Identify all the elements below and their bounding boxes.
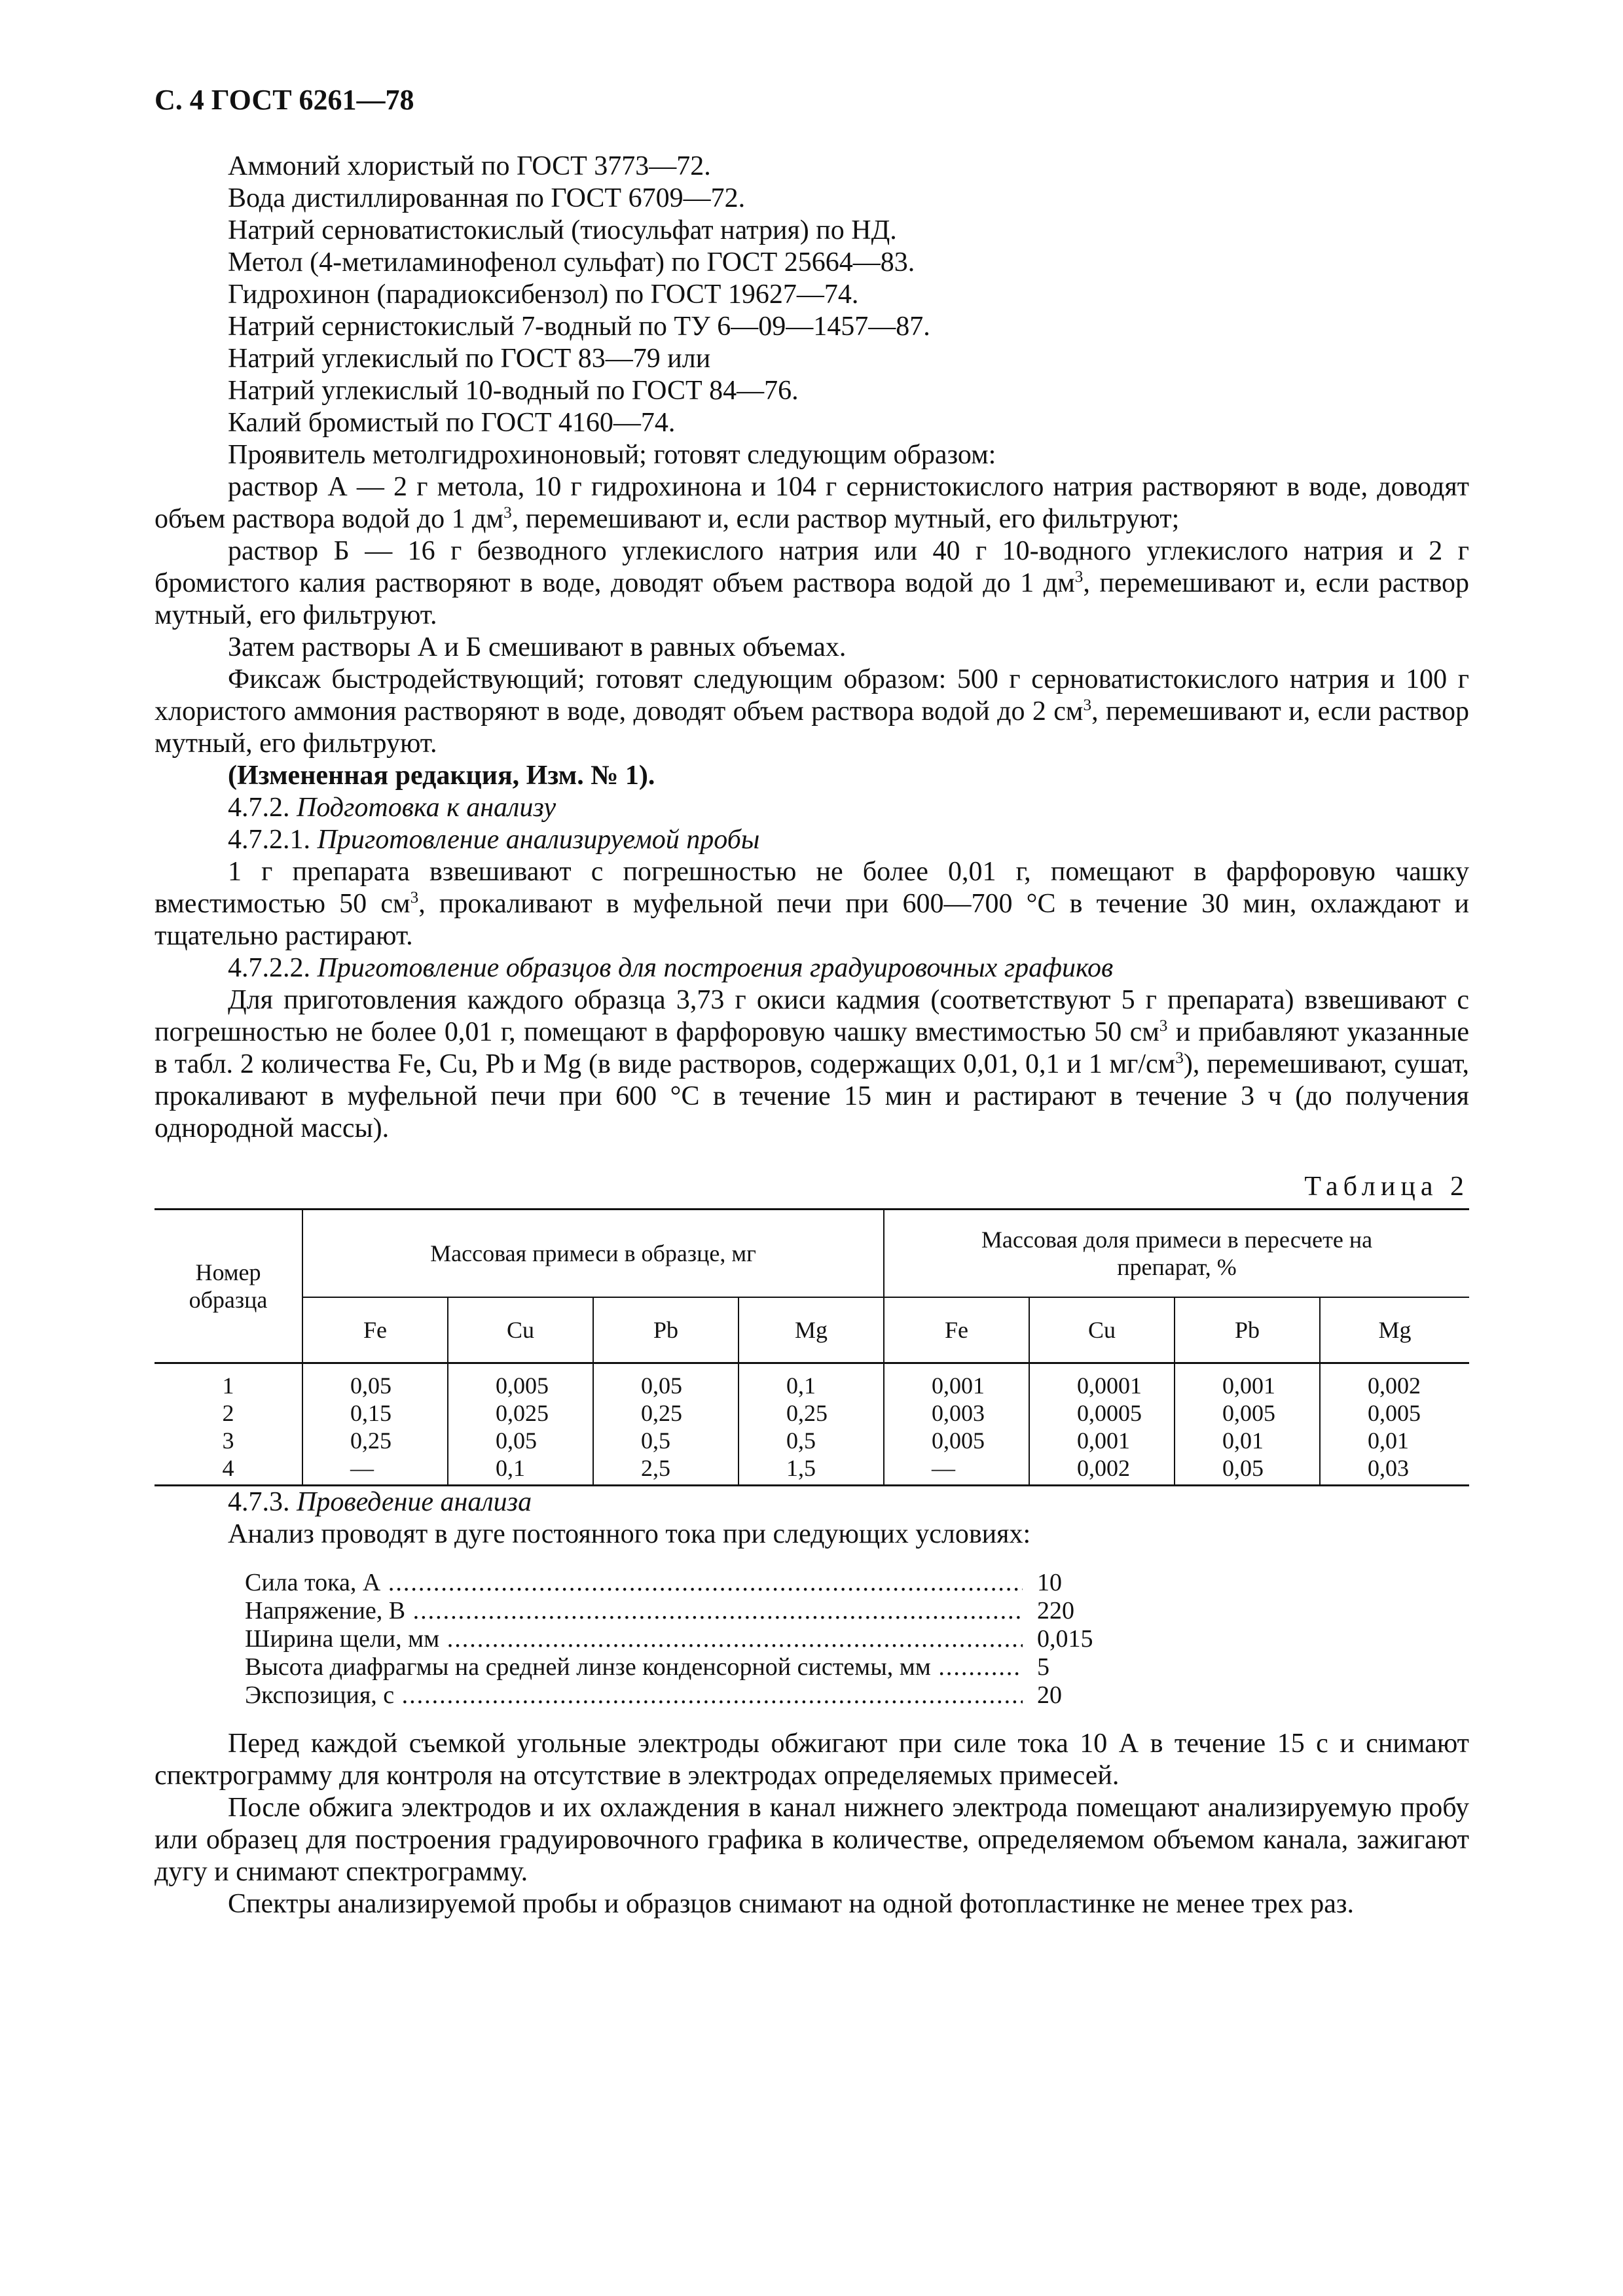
parameter-label: Напряжение, В ..... <box>245 1597 1023 1625</box>
table-cell: 0,001 <box>1222 1372 1275 1399</box>
parameter-value: 10 <box>1037 1569 1062 1596</box>
table-cell: 0,003 <box>932 1400 985 1426</box>
section-number: 4.7.2. <box>228 793 297 823</box>
table-cell: 0,01 <box>1368 1427 1409 1454</box>
parameter-row <box>245 1569 1207 1597</box>
table-cell: 0,5 <box>786 1427 816 1454</box>
fe-mass-cell <box>302 1363 448 1486</box>
fixer-paragraph <box>155 664 1469 760</box>
calibration-text: Для приготовления каждого образца 3,73 г окиси кадмия (соответствуют 5 г препарата) взвешивают с погрешностью не более 0,01 г, помещают в фарфоровую чашку вместимостью 50 см <box>155 985 1469 1047</box>
col-header-element: Mg <box>739 1297 884 1363</box>
superscript: 3 <box>1083 696 1092 714</box>
analysis-intro: Анализ проводят в дуге постоянного тока при следующих условиях: <box>228 1519 1031 1549</box>
sample-prep-text-end: , прокаливают в муфельной печи при 600—700 °С в течение 30 мин, охлаждают и тщательно растирают. <box>155 889 1469 951</box>
table-cell: 1 <box>222 1372 234 1399</box>
table-cell: 0,005 <box>1368 1400 1421 1426</box>
sample-prep-paragraph <box>155 856 1469 952</box>
table-cell: 4 <box>222 1455 234 1481</box>
col-header-element: Mg <box>1320 1297 1469 1363</box>
amendment-note: (Измененная редакция, Изм. № 1). <box>228 761 655 791</box>
parameter-value: 5 <box>1037 1653 1049 1681</box>
parameter-row <box>245 1625 1207 1653</box>
after-burn-paragraph: После обжига электродов и их охлаждения в канал нижнего электрода помещают анализируемую пробу или образец для построения градуировочного графика в количестве, определяемом объемом канала, зажигают дугу и снимают спектрограмму. <box>155 1793 1469 1887</box>
superscript: 3 <box>410 889 419 906</box>
table-cell: 1,5 <box>786 1455 816 1481</box>
table-cell: 0,025 <box>496 1400 549 1426</box>
section-number: 4.7.3. <box>228 1487 297 1517</box>
section-title: Приготовление образцов для построения градуировочных графиков <box>317 953 1114 983</box>
cu-mass-cell <box>448 1363 593 1486</box>
superscript: 3 <box>1074 568 1084 586</box>
group-header-fraction: Массовая доля примеси в пересчете на препарат, % <box>884 1210 1469 1298</box>
table-cell: 0,0001 <box>1077 1372 1142 1399</box>
table-cell: 0,1 <box>496 1455 525 1481</box>
sample-number-cell <box>155 1363 302 1486</box>
reagent-item: Метол (4-метиламинофенол сульфат) по ГОСТ 25664—83. <box>228 247 915 278</box>
mg-fraction-cell <box>1320 1363 1469 1486</box>
parameter-label: Экспозиция, с ..... <box>245 1681 1023 1710</box>
parameter-value: 220 <box>1037 1597 1074 1624</box>
section-number: 4.7.2.1. <box>228 825 318 855</box>
col-header-element: Cu <box>1029 1297 1175 1363</box>
table-cell: 0,15 <box>350 1400 392 1426</box>
fixer-text: Фиксаж быстродействующий; готовят следующим образом: 500 г серноватистокислого натрия и 100 г хлористого аммония растворяют в воде, доводят объем раствора водой до 2 см <box>155 664 1469 726</box>
electrode-burn-paragraph: Перед каждой съемкой угольные электроды обжигают при силе тока 10 А в течение 15 с и снимают спектрограмму для контроля на отсутствие в электродах определяемых примесей. <box>155 1729 1469 1791</box>
solution-a-text: раствор А — 2 г метола, 10 г гидрохинона и 104 г сернистокислого натрия растворяют в воде, доводят объем раствора водой до 1 дм <box>155 472 1469 534</box>
reagent-item: Натрий углекислый по ГОСТ 83—79 или <box>228 344 711 374</box>
table-cell: 0,25 <box>641 1400 682 1426</box>
mg-mass-cell <box>739 1363 884 1486</box>
solution-b-text: раствор Б — 16 г безводного углекислого натрия или 40 г 10-водного углекислого натрия и 2 г бромистого калия растворяют в воде, доводят объем раствора водой до 1 дм <box>155 536 1469 598</box>
section-heading-4-7-2-1 <box>155 824 1469 856</box>
reagent-item: Натрий сернистокислый 7-водный по ТУ 6—09—1457—87. <box>228 312 930 342</box>
table-cell: 0,03 <box>1368 1455 1409 1481</box>
section-heading-4-7-3 <box>155 1486 1469 1518</box>
table-cell: — <box>350 1455 374 1481</box>
section-title: Приготовление анализируемой пробы <box>317 825 760 855</box>
solution-a-text-end: , перемешивают и, если раствор мутный, его фильтруют; <box>511 504 1180 534</box>
table-cell: 0,1 <box>786 1372 816 1399</box>
table-cell: 0,5 <box>641 1427 670 1454</box>
solution-b-paragraph <box>155 535 1469 632</box>
page-header: С. 4 ГОСТ 6261—78 <box>155 84 414 116</box>
parameter-label: Высота диафрагмы на средней линзе конденсорной системы, мм ..... <box>245 1653 1023 1681</box>
parameter-row <box>245 1681 1207 1710</box>
calibration-text-end: ), перемешивают, сушат, прокаливают в муфельной печи при 600 °С в течение 15 мин и растирают в течение 3 ч (до получения однородной массы). <box>155 1049 1470 1143</box>
table-cell: 2 <box>222 1400 234 1426</box>
mix-paragraph: Затем растворы А и Б смешивают в равных объемах. <box>228 632 847 662</box>
calibration-text-mid: и прибавляют указанные в табл. 2 количества Fe, Cu, Pb и Mg (в виде растворов, содержащих 0,01, 0,1 и 1 мг/см <box>155 1017 1469 1079</box>
pb-mass-cell <box>593 1363 739 1486</box>
calibration-paragraph <box>155 984 1469 1145</box>
table-cell: 0,05 <box>350 1372 392 1399</box>
table-2 <box>155 1208 1469 1486</box>
table-cell: 0,05 <box>496 1427 537 1454</box>
col-header-sample-number: Номер образца <box>155 1210 302 1363</box>
fixer-text-end: , перемешивают и, если раствор мутный, его фильтруют. <box>155 696 1469 759</box>
table-cell: — <box>932 1455 955 1481</box>
pb-fraction-cell <box>1175 1363 1320 1486</box>
table-cell: 0,001 <box>1077 1427 1130 1454</box>
superscript: 3 <box>503 504 512 522</box>
group-header-mass: Массовая примеси в образце, мг <box>302 1210 884 1298</box>
parameters-list <box>245 1569 1207 1710</box>
spectra-paragraph: Спектры анализируемой пробы и образцов снимают на одной фотопластинке не менее трех раз. <box>228 1889 1354 1919</box>
table-cell: 0,05 <box>1222 1455 1264 1481</box>
reagent-item: Натрий углекислый 10-водный по ГОСТ 84—76. <box>228 376 799 406</box>
sample-prep-text: 1 г препарата взвешивают с погрешностью не более 0,01 г, помещают в фарфоровую чашку вместимостью 50 см <box>155 857 1469 919</box>
parameter-label: Сила тока, А ..... <box>245 1569 1023 1597</box>
table-caption: Таблица 2 <box>1304 1172 1469 1202</box>
table-cell: 0,002 <box>1077 1455 1130 1481</box>
table-cell: 0,005 <box>496 1372 549 1399</box>
parameter-value: 0,015 <box>1037 1625 1093 1653</box>
parameter-row <box>245 1597 1207 1625</box>
section-heading-4-7-2-2 <box>155 952 1469 984</box>
section-number: 4.7.2.2. <box>228 953 318 983</box>
reagent-item: Калий бромистый по ГОСТ 4160—74. <box>228 408 676 438</box>
table-cell: 0,005 <box>1222 1400 1275 1426</box>
cu-fraction-cell <box>1029 1363 1175 1486</box>
reagent-item: Аммоний хлористый по ГОСТ 3773—72. <box>228 151 711 181</box>
parameter-row <box>245 1653 1207 1681</box>
fe-fraction-cell <box>884 1363 1029 1486</box>
solution-a-paragraph <box>155 471 1469 535</box>
superscript: 3 <box>1175 1049 1184 1067</box>
col-header-element: Fe <box>302 1297 448 1363</box>
col-header-element: Pb <box>593 1297 739 1363</box>
developer-heading: Проявитель метолгидрохиноновый; готовят следующим образом: <box>228 440 996 470</box>
col-header-element: Pb <box>1175 1297 1320 1363</box>
section-title: Проведение анализа <box>297 1487 532 1517</box>
col-header-element: Cu <box>448 1297 593 1363</box>
table-cell: 0,05 <box>641 1372 682 1399</box>
superscript: 3 <box>1159 1017 1168 1035</box>
reagent-item: Натрий серноватистокислый (тиосульфат натрия) по НД. <box>228 215 897 245</box>
table-cell: 0,25 <box>350 1427 392 1454</box>
table-cell: 2,5 <box>641 1455 670 1481</box>
section-heading-4-7-2 <box>155 792 1469 824</box>
table-cell: 0,002 <box>1368 1372 1421 1399</box>
table-cell: 3 <box>222 1427 234 1454</box>
section-title: Подготовка к анализу <box>297 793 556 823</box>
reagent-item: Гидрохинон (парадиоксибензол) по ГОСТ 19627—74. <box>228 279 859 310</box>
table-cell: 0,25 <box>786 1400 828 1426</box>
col-header-element: Fe <box>884 1297 1029 1363</box>
table-cell: 0,01 <box>1222 1427 1264 1454</box>
reagent-item: Вода дистиллированная по ГОСТ 6709—72. <box>228 183 746 213</box>
parameter-label: Ширина щели, мм ..... <box>245 1625 1023 1653</box>
table-cell: 0,0005 <box>1077 1400 1142 1426</box>
table-cell: 0,001 <box>932 1372 985 1399</box>
solution-b-text-end: , перемешивают и, если раствор мутный, его фильтруют. <box>155 568 1469 630</box>
parameter-value: 20 <box>1037 1681 1062 1709</box>
table-body-row <box>155 1363 1469 1486</box>
document-body <box>155 151 1469 1920</box>
table-cell: 0,005 <box>932 1427 985 1454</box>
